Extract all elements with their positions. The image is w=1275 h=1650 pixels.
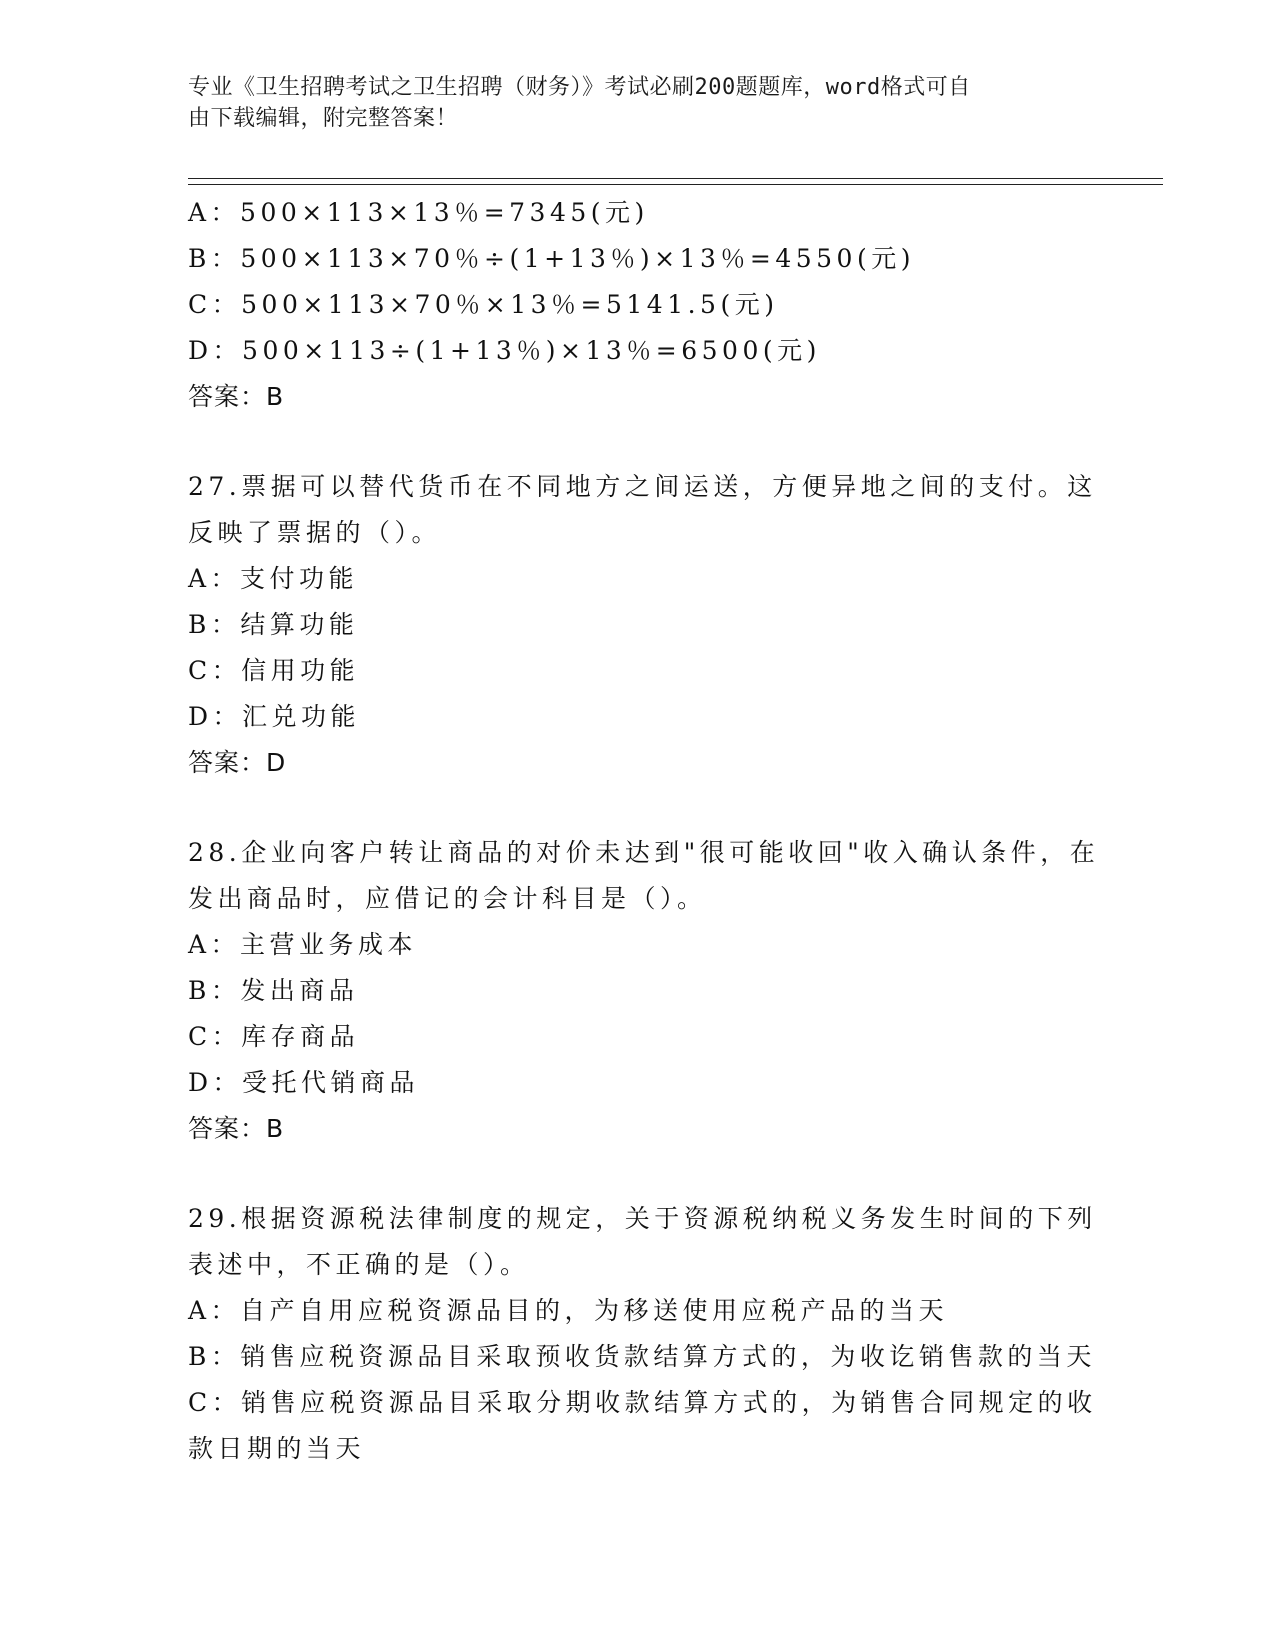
option-c: C：信用功能 [188,656,360,685]
page-header [188,72,1068,134]
question-27 [188,464,1097,786]
option-b: B：500×113×70％÷(1+13％)×13％=4550(元) [188,244,915,273]
spacer [188,420,1088,464]
option-b: B：结算功能 [188,610,359,639]
question-stem-line-1: 27.票据可以替代货币在不同地方之间运送，方便异地之间的支付。这 [188,472,1097,501]
question-stem-line-2: 发出商品时，应借记的会计科目是（）。 [188,884,707,913]
option-c: C：销售应税资源品目采取分期收款结算方式的，为销售合同规定的收 [188,1388,1097,1417]
question-26 [188,190,1088,420]
answer: 答案：D [188,748,287,777]
header-divider-bottom [188,184,1163,185]
header-line-2: 由下载编辑，附完整答案！ [188,106,459,131]
question-stem-line-2: 表述中，不正确的是（）。 [188,1250,530,1279]
option-a: A：支付功能 [188,564,359,593]
option-d: D：500×113÷(1+13％)×13％=6500(元) [188,336,821,365]
option-b: B：销售应税资源品目采取预收货款结算方式的，为收讫销售款的当天 [188,1342,1096,1371]
header-line-1: 专业《卫生招聘考试之卫生招聘（财务）》考试必刷200题题库，word格式可自 [188,75,971,100]
option-a: A：自产自用应税资源品目的，为移送使用应税产品的当天 [188,1296,949,1325]
option-c: C：库存商品 [188,1022,360,1051]
option-d: D：汇兑功能 [188,702,361,731]
option-d: D：受托代销商品 [188,1068,420,1097]
option-b: B：发出商品 [188,976,359,1005]
page-content [188,190,1100,1472]
answer: 答案：B [188,382,285,411]
question-29 [188,1196,1097,1472]
answer: 答案：B [188,1114,285,1143]
question-stem-line-1: 29.根据资源税法律制度的规定，关于资源税纳税义务发生时间的下列 [188,1204,1097,1233]
option-a: A：主营业务成本 [188,930,418,959]
option-c-continued: 款日期的当天 [188,1434,366,1463]
spacer [188,1152,1088,1196]
question-28 [188,830,1100,1152]
spacer [188,786,1088,830]
header-divider-top [188,178,1163,179]
option-a: A：500×113×13％=7345(元) [188,198,649,227]
option-c: C：500×113×70％×13％=5141.5(元) [188,290,779,319]
question-stem-line-1: 28.企业向客户转让商品的对价未达到"很可能收回"收入确认条件，在 [188,838,1100,867]
question-stem-line-2: 反映了票据的（）。 [188,518,442,547]
